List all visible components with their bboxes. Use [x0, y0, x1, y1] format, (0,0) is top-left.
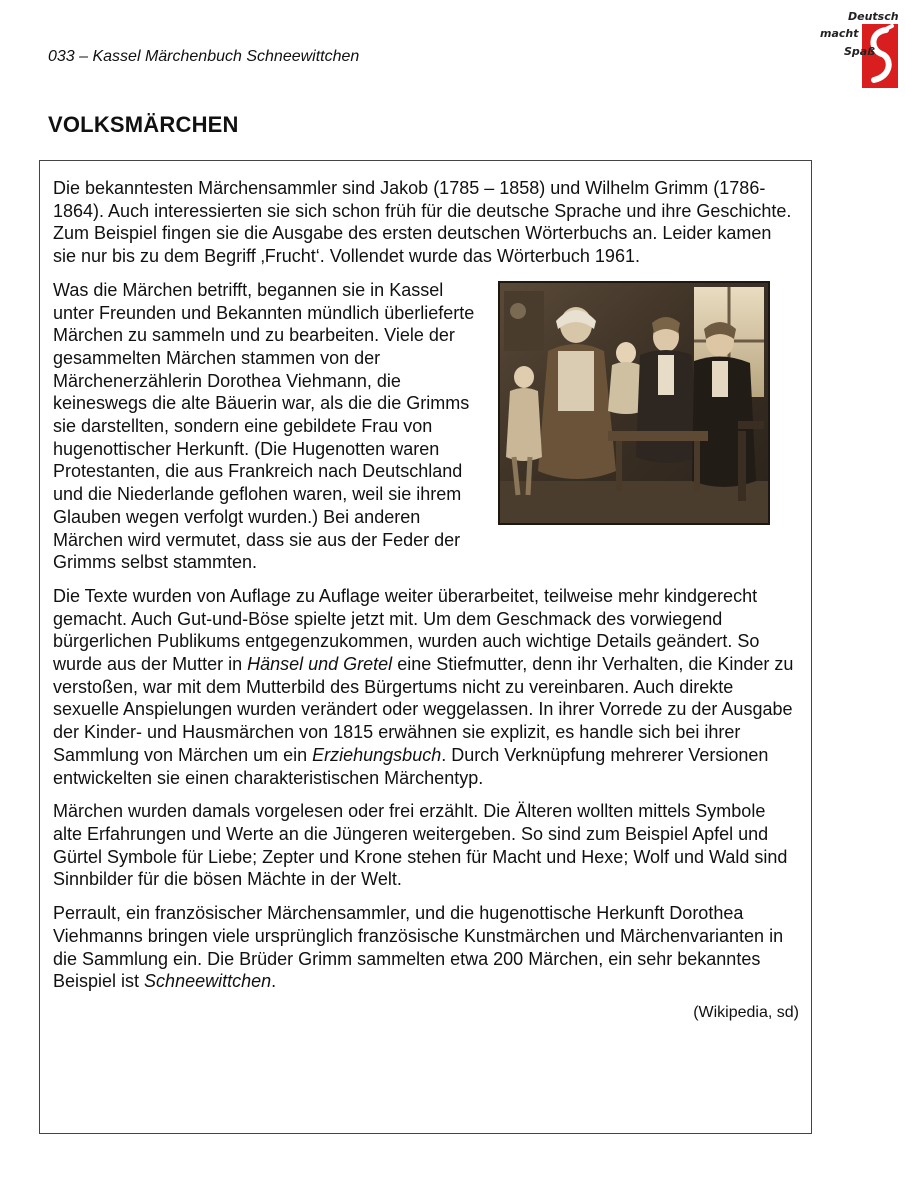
- text-run: Die Texte wurden von Auflage zu Auflage weiter überarbeitet, teilweise mehr kindgerecht gemacht. Auch Gut-und-Böse spielte jetzt mit. Um dem Geschmack des vorwiegend bürgerlichen Publikums entgegenzukommen, wurden auch wichtige Details geändert. So wurde aus der Mutter in: [53, 585, 760, 675]
- logo-word-macht: macht: [820, 27, 859, 40]
- publisher-logo: [816, 8, 900, 90]
- paragraph: [53, 177, 799, 268]
- italic-title: Schneewittchen: [144, 971, 272, 992]
- page-title: VOLKSMÄRCHEN: [48, 112, 239, 137]
- italic-title: Erziehungsbuch: [312, 744, 442, 765]
- logo-word-deutsch: Deutsch: [848, 10, 899, 23]
- painting-illustration: [498, 281, 770, 525]
- paragraph: [53, 800, 799, 891]
- paragraph: [53, 585, 799, 789]
- text-run: Was die Märchen betrifft, begannen sie in Kassel unter Freunden und Bekannten mündlich überlieferte Märchen zu sammeln und zu bearbeiten. Viele der gesammelten Märchen stammen von der Märchenerzählerin Dorothea Viehmann, die keineswegs die alte Bäuerin war, als die die Grimms sie darstellten, sondern eine gebildete Frau von hugenottischer Herkunft. (Die Hugenotten waren Protestanten, die aus Frankreich nach Deutschland und die Niederlande geflohen waren, weil sie ihrem Glauben wegen verfolgt wurden.) Bei anderen Märchen wird vermutet, dass sie aus der Feder der Grimms selbst stammten.: [53, 279, 475, 573]
- series-title: 033 – Kassel Märchenbuch Schneewittchen: [48, 48, 360, 65]
- grimm-viehmann-painting: [498, 281, 770, 525]
- text-run: Perrault, ein französischer Märchensammler, und die hugenottische Herkunft Dorothea Viehmanns bringen viele ursprünglich französische Kunstmärchen und Märchenvarianten in die Sammlung ein. Die Brüder Grimm sammelten etwa 200 Märchen, ein sehr bekanntes Beispiel ist: [53, 903, 784, 992]
- paragraph: [53, 902, 799, 993]
- text-run: . Durch Verknüpfung mehrerer Versionen entwickelten sie einen charakteristischen Märchentyp.: [53, 744, 769, 788]
- source-citation: (Wikipedia, sd): [693, 1003, 799, 1021]
- logo-word-spass: Spaß: [844, 45, 876, 58]
- text-run: eine Stiefmutter, denn ihr Verhalten, die Kinder zu verstoßen, war mit dem Mutterbild des Bürgertums nicht zu vereinbaren. Auch direkte sexuelle Anspielungen wurden verändert oder weggelassen. In ihrer Vorrede zu der Ausgabe der Kinder- und Hausmärchen von 1815 erwähnen sie explizit, es handle sich bei ihrer Sammlung von Märchen um ein: [53, 654, 794, 765]
- text-run: Märchen wurden damals vorgelesen oder frei erzählt. Die Älteren wollten mittels Symbole alte Erfahrungen und Werte an die Jüngeren weitergeben. So sind zum Beispiel Apfel und Gürtel Symbole für Liebe; Zepter und Krone stehen für Macht und Hexe; Wolf und Wald sind Sinnbilder für die bösen Mächte in der Welt.: [53, 801, 788, 890]
- text-run: Die bekanntesten Märchensammler sind Jakob (1785 – 1858) und Wilhelm Grimm (1786-1864). Auch interessierten sie sich schon früh für die deutsche Sprache und ihre Geschichte. Zum Beispiel fingen sie die Ausgabe des ersten deutschen Wörterbuchs an. Leider kamen sie nur bis zu dem Begriff ‚Frucht‘. Vollendet wurde das Wörterbuch 1961.: [53, 178, 792, 267]
- italic-title: Hänsel und Gretel: [247, 654, 393, 675]
- article-box: [39, 160, 812, 1134]
- text-run: .: [271, 971, 277, 992]
